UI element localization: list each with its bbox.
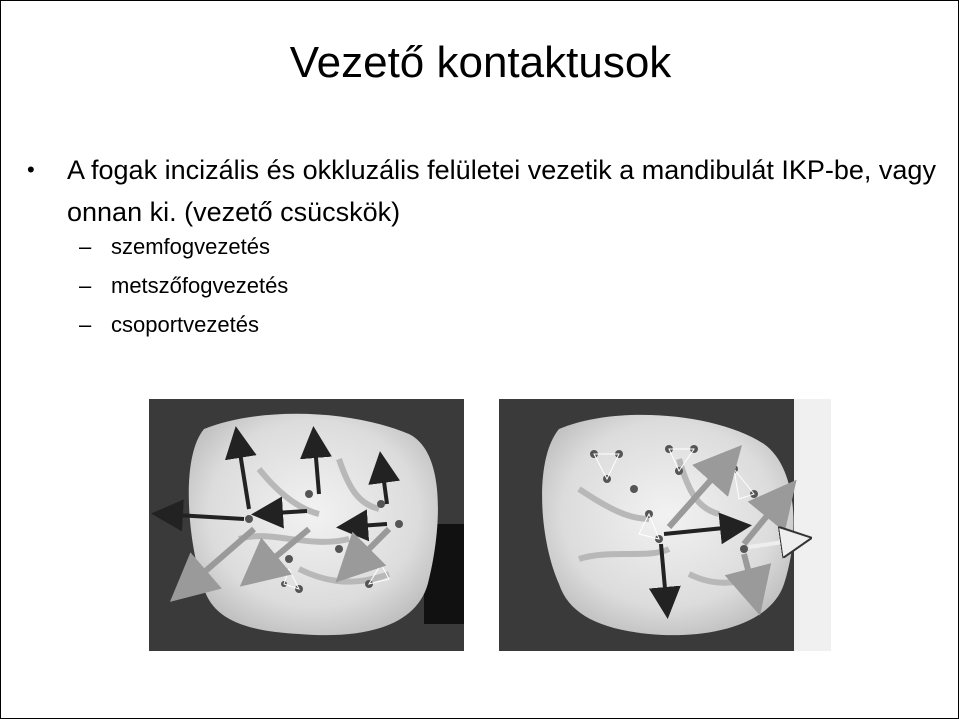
main-bullet [27,149,937,233]
sub-item [79,233,270,261]
bullet-marker: • [27,157,35,182]
bullet-text: A fogak incizális és okkluzális felületei vezetik a mandibulát IKP-be, vagy onnan ki. (vezető csücskök) [67,155,936,227]
sub-item-label: metszőfogvezetés [111,273,289,298]
sub-item-dash: – [79,234,92,259]
sub-item-label: csoportvezetés [111,312,259,337]
occlusal-tooth-right-image [499,399,831,651]
sub-item [79,311,259,339]
sub-item-dash: – [79,312,92,337]
sub-item-label: szemfogvezetés [111,234,270,259]
sub-item [79,272,288,300]
occlusal-tooth-left-image [149,399,464,651]
sub-item-dash: – [79,273,92,298]
slide-title: Vezető kontaktusok [289,38,672,87]
